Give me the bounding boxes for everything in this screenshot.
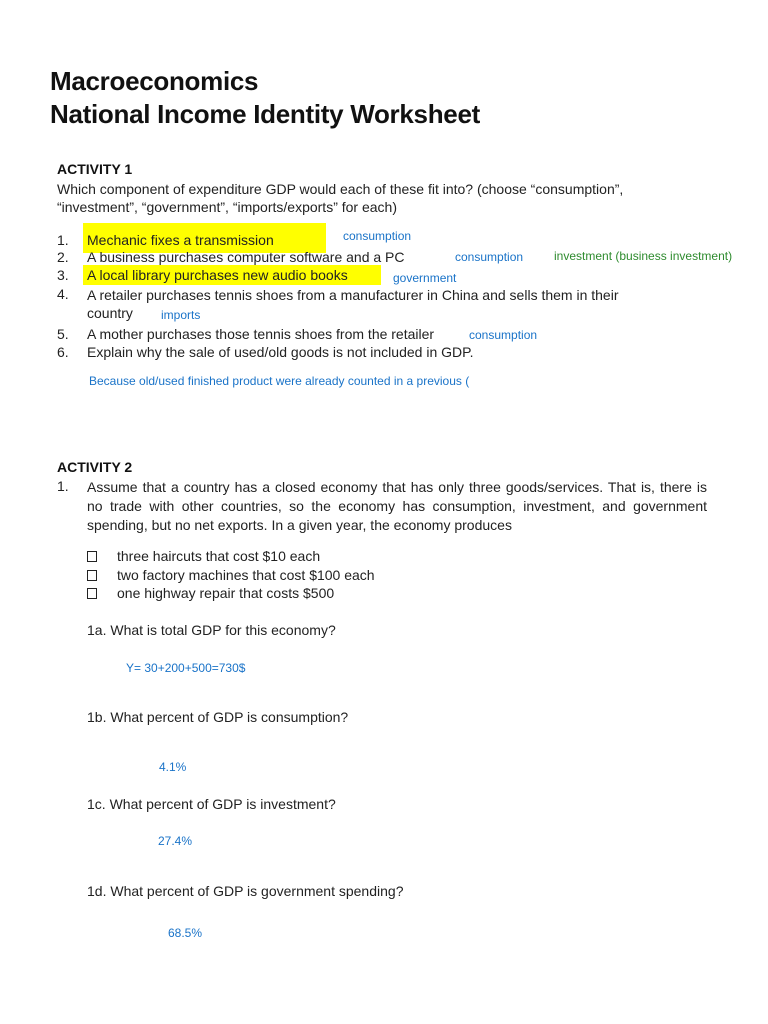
checkbox-bullet <box>87 570 97 581</box>
item2-number: 2. <box>57 249 69 265</box>
item5-number: 5. <box>57 326 69 342</box>
bullet-item-2: two factory machines that cost $100 each <box>117 567 375 583</box>
item6-answer: Because old/used finished product were already counted in a previous ( <box>89 374 470 388</box>
question-1b: 1b. What percent of GDP is consumption? <box>87 709 349 725</box>
activity1-instructions-line2: “investment”, “government”, “imports/exports” for each) <box>57 199 397 215</box>
question-1c: 1c. What percent of GDP is investment? <box>87 796 336 812</box>
item6-number: 6. <box>57 344 69 360</box>
item1-number: 1. <box>57 232 69 248</box>
item3-answer: government <box>393 271 457 285</box>
item2-answer-alt: investment (business investment) <box>554 249 733 263</box>
item4-text: A retailer purchases tennis shoes from a manufacturer in China and sells them in their <box>87 287 619 303</box>
q1-text: Assume that a country has a closed economy that has only three goods/services. That is, there is no trade with other countries, so the economy has consumption, investment, and government spending, but no net exports. In a given year, the economy produces <box>87 479 707 533</box>
checkbox-bullet <box>87 588 97 599</box>
document-subtitle: National Income Identity Worksheet <box>50 99 480 129</box>
item2-answer: consumption <box>455 250 524 264</box>
answer-1d: 68.5% <box>168 926 203 940</box>
item4-text-line2: country <box>87 305 133 321</box>
question-1a: 1a. What is total GDP for this economy? <box>87 622 336 638</box>
item3-text: A local library purchases new audio books <box>87 267 348 283</box>
q1-number: 1. <box>57 478 69 494</box>
bullet-item-3: one highway repair that costs $500 <box>117 585 335 601</box>
bullet-item-1: three haircuts that cost $10 each <box>117 548 321 564</box>
item1-answer: consumption <box>343 229 412 243</box>
item3-number: 3. <box>57 267 69 283</box>
answer-1b: 4.1% <box>159 760 187 774</box>
answer-1a: Y= 30+200+500=730$ <box>126 661 246 675</box>
item2-text: A business purchases computer software and a PC <box>87 249 405 265</box>
answer-1c: 27.4% <box>158 834 193 848</box>
item4-number: 4. <box>57 286 69 302</box>
question-1d: 1d. What percent of GDP is government spending? <box>87 883 404 899</box>
item6-text: Explain why the sale of used/old goods is not included in GDP. <box>87 344 474 360</box>
item5-answer: consumption <box>469 328 538 342</box>
checkbox-bullet <box>87 551 97 562</box>
item1-text: Mechanic fixes a transmission <box>87 232 274 248</box>
item5-text: A mother purchases those tennis shoes from the retailer <box>87 326 435 342</box>
item4-answer: imports <box>161 308 201 322</box>
activity1-heading: ACTIVITY 1 <box>57 161 133 177</box>
activity2-heading: ACTIVITY 2 <box>57 459 133 475</box>
document-title: Macroeconomics <box>50 66 259 96</box>
activity1-instructions-line1: Which component of expenditure GDP would each of these fit into? (choose “consumption”, <box>57 181 624 197</box>
